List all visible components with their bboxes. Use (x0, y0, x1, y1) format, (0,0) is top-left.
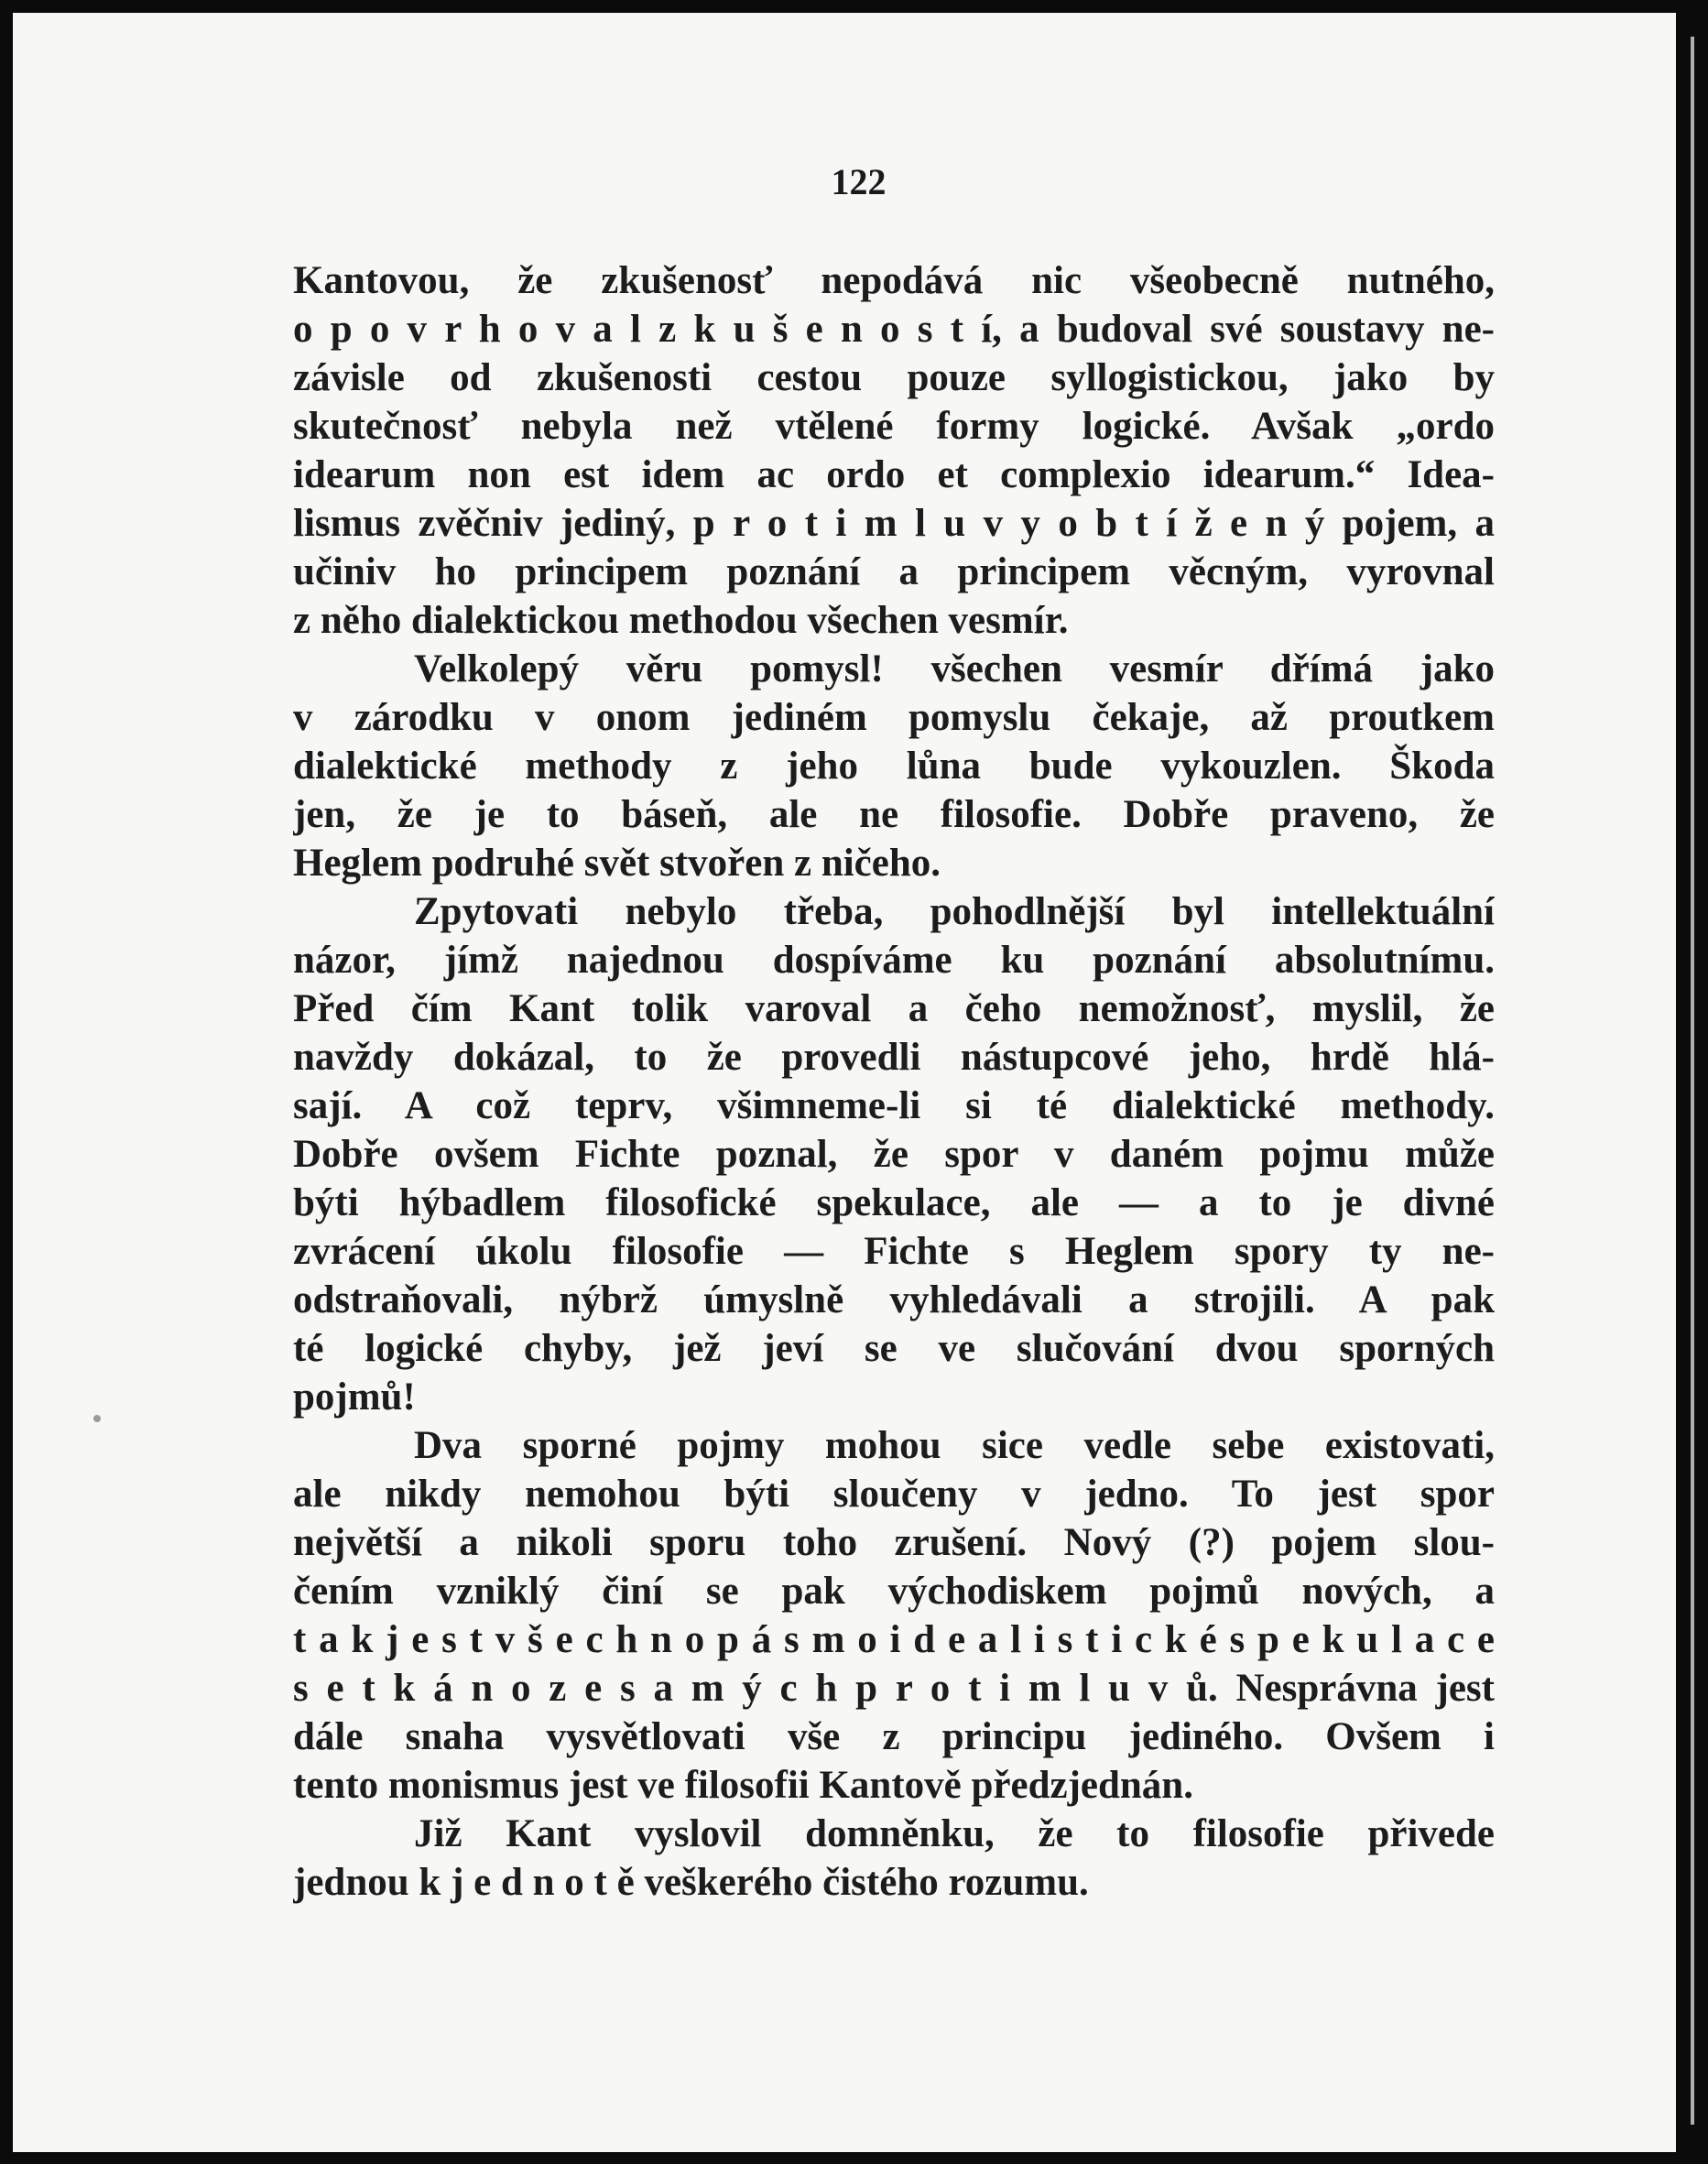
text-line: Dobře ovšem Fichte poznal, že spor v daném pojmu může (293, 1133, 1495, 1176)
text-line: zvrácení úkolu filosofie — Fichte s Heglem spory ty ne- (293, 1230, 1495, 1273)
text-line: Před čím Kant tolik varoval a čeho nemožnosť, myslil, že (293, 987, 1495, 1030)
page-number: 122 (831, 161, 887, 202)
text-line: Heglem podruhé svět stvořen z ničeho. (293, 842, 941, 885)
text-line: učiniv ho principem poznání a principem věcným, vyrovnal (293, 550, 1495, 593)
text-line: o p o v r h o v a l z k u š e n o s t í, a budoval své soustavy ne- (293, 308, 1495, 351)
text-line: Již Kant vyslovil domněnku, že to filosofie přivede (414, 1812, 1495, 1855)
text-line: závisle od zkušenosti cestou pouze syllogistickou, jako by (293, 356, 1495, 399)
text-line: jen, že je to báseň, ale ne filosofie. Dobře praveno, že (293, 793, 1495, 836)
text-line: dialektické methody z jeho lůna bude vykouzlen. Škoda (293, 745, 1495, 788)
text-line: Zpytovati nebylo třeba, pohodlnější byl intellektuální (414, 890, 1495, 933)
body-text (293, 256, 1495, 1907)
text-line: té logické chyby, jež jeví se ve slučování dvou sporných (293, 1327, 1495, 1370)
text-line: Dva sporné pojmy mohou sice vedle sebe existovati, (414, 1424, 1495, 1467)
text-line: z něho dialektickou methodou všechen vesmír. (293, 599, 1069, 642)
text-line: idearum non est idem ac ordo et complexio idearum.“ Idea- (293, 453, 1495, 496)
text-line: navždy dokázal, to že provedli nástupcové jeho, hrdě hlá- (293, 1036, 1495, 1079)
text-line: tento monismus jest ve filosofii Kantově předzjednán. (293, 1764, 1193, 1807)
text-line: s e t k á n o z e s a m ý c h p r o t i m l u v ů. Nesprávna jest (293, 1667, 1495, 1710)
text-line: lismus zvěčniv jediný, p r o t i m l u v y o b t í ž e n ý pojem, a (293, 502, 1495, 545)
text-line: Velkolepý věru pomysl! všechen vesmír dřímá jako (414, 647, 1495, 691)
text-line: býti hýbadlem filosofické spekulace, ale — a to je divné (293, 1181, 1495, 1224)
text-line: dále snaha vysvětlovati vše z principu jediného. Ovšem i (293, 1715, 1495, 1758)
text-line: největší a nikoli sporu toho zrušení. Nový (?) pojem slou- (293, 1521, 1495, 1564)
text-line: Kantovou, že zkušenosť nepodává nic všeobecně nutného, (293, 259, 1495, 302)
text-line: t a k j e s t v š e c h n o p á s m o i d e a l i s t i c k é s p e k u l a c e (293, 1618, 1495, 1661)
text-line: v zárodku v onom jediném pomyslu čekaje, až proutkem (293, 696, 1495, 739)
text-line: odstraňovali, nýbrž úmyslně vyhledávali a strojili. A pak (293, 1278, 1495, 1321)
scan-edge-line (1691, 37, 1694, 2125)
text-line: čením vzniklý činí se pak východiskem pojmů nových, a (293, 1570, 1495, 1613)
text-line: názor, jímž najednou dospíváme ku poznání absolutnímu. (293, 939, 1495, 982)
text-line: pojmů! (293, 1376, 416, 1419)
text-line: sají. A což teprv, všimneme-li si té dialektické methody. (293, 1084, 1495, 1127)
text-line: jednou k j e d n o t ě veškerého čistého rozumu. (293, 1861, 1089, 1904)
scan-speck (93, 1415, 101, 1422)
text-line: skutečnosť nebyla než vtělené formy logické. Avšak „ordo (293, 405, 1495, 448)
text-line: ale nikdy nemohou býti sloučeny v jedno. To jest spor (293, 1473, 1495, 1516)
